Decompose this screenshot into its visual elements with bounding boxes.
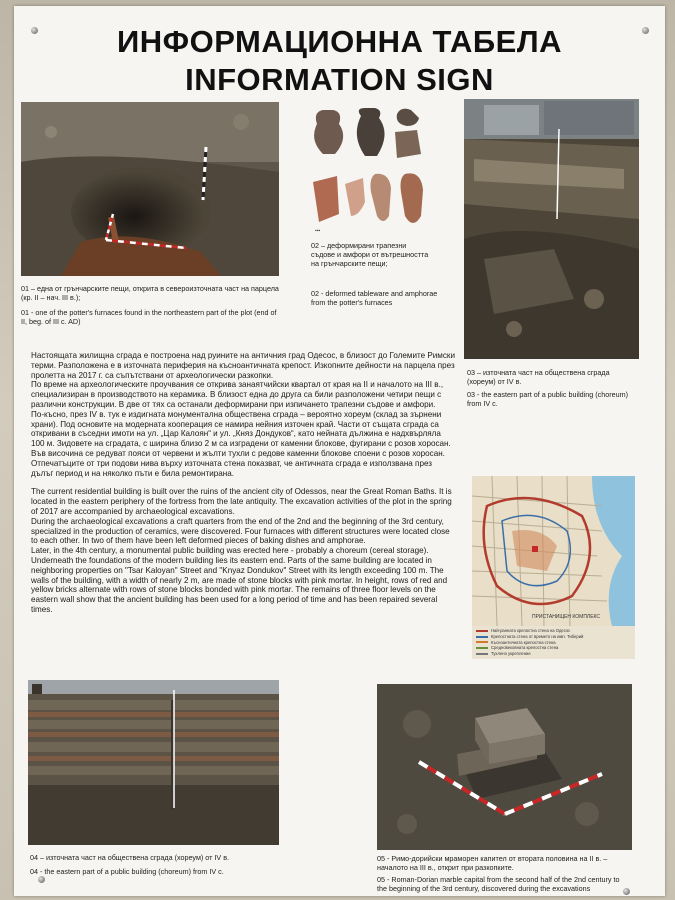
caption-05-bg: 05 - Римо-дорийски мраморен капител от втората половина на II в. – началото на III в., открит при разкопките. [377,854,608,872]
map-title: ПРИСТАНИЩЕН КОМПЛЕКС [532,614,601,620]
caption-02-en: 02 - deformed tableware and amphorae from the potter's furnaces [311,289,438,307]
caption-01-en: 01 - one of the potter's furnaces found in the northeastern part of the plot (end of II, beg. of III c. AD) [21,308,277,326]
map-odessos [472,476,635,659]
legend-item: Крепостната стена от времето на имп. Тиберий [476,634,631,640]
caption-04-en: 04 - the eastern part of a public building (choreum) from IV c. [30,867,224,876]
paragraph-bg-2: По време на археологическите проучвания се открива занаятчийски квартал от края на II и началото на III в., специализиран в производството на керамика. В близост една до друга са били разположени четири пещи с различни конструкции. В две от тях са останали деформирани при изпичането трапезни съдове и амфори. [31,380,444,409]
photo-marble-capital [377,684,632,850]
map-legend [476,628,631,657]
photo-pottery [309,104,457,236]
paragraph-bg-1: Настоящата жилищна сграда е построена над руините на античния град Одесос, в близост до Големите Римски терми. Разположена е в източната периферия на късноантичната крепост. Изкопните дейности на парцела през пролетта на 2017 г. са съпътствани от археологически разкопки. [31,351,455,380]
information-board [14,6,665,896]
caption-04-bg: 04 – източната част на обществена сграда (хореум) от IV в. [30,853,230,862]
body-text [31,351,456,615]
photo-choreum-wall [28,680,279,845]
title-english: INFORMATION SIGN [185,62,494,97]
title-bulgarian: ИНФОРМАЦИОННА ТАБЕЛА [117,24,562,59]
svg-text:▪▪▪: ▪▪▪ [315,228,321,234]
paragraph-en-2: During the archaeological excavations a craft quarters from the end of the 2nd and the beginning of the 3rd century, specialized in the production of ceramics, were discovered. Four furnaces with different structures were located close to each other. In two of them have been left deformed pieces of baking dishes and amphorae. [31,516,450,546]
caption-03-en: 03 - the eastern part of a public building (choreum) from IV c. [467,390,629,408]
legend-item: Късноантичната крепостна стена [476,640,631,646]
legend-item: Тухлено укрепление [476,651,631,657]
legend-item: Най-ранната крепостна стена на Одесос [476,628,631,634]
paragraph-en-1: The current residential building is built over the ruins of the ancient city of Odessos, near the Great Roman Baths. It is located in the eastern periphery of the fortress from the late antiquity. The excavation activities of the plot in the spring of 2017 are accompanied by archaeological excavations. [31,487,452,516]
screw-icon [38,876,45,883]
caption-03-bg: 03 – източната част на обществена сграда (хореум) от IV в. [467,368,610,386]
caption-05-en: 05 - Roman-Dorian marble capital from the second half of the 2nd century to the beginning of the 3rd century, discovered during the excavations [377,875,620,893]
legend-item: Средновековната крепостна стена [476,645,631,651]
paragraph-en-3: Later, in the 4th century, a monumental public building was erected here - probably a choreum (cereal storage). Underneath the foundations of the modern building lies its eastern end. Parts of the same building are located in neighboring properties on "Tsar Kaloyan" Street and "Knyaz Dondukov" Street with its length exceeding 100 m. The walls of the building, with a width of nearly 2 m, are made of stone blocks with pink mortar. In height, rows of red and yellow bricks alternate with rows of stone blocks bonded with pink mortar. The remains of three floor levels on the eastern wall show that the ancient building has been used for a long period of time and has been repaired several times. [31,546,448,614]
photo-choreum-east [464,99,639,359]
caption-01-bg: 01 – една от грънчарските пещи, открита в североизточната част на парцела (кр. II – нач. III в.); [21,284,279,302]
screw-icon [623,888,630,895]
paragraph-bg-3: По-късно, през IV в. тук е издигната монументална обществена сграда – вероятно хореум (склад за зърнени храни). Под основите на модерната кооперация се намира нейния източен край. Части от същата сграда са откривани в съседни имоти на ул. „Цар Калоян“ и ул. „Княз Дондуков“, като нейната дължина е надхвърляла 100 м. Зидовете на сградата, с ширина близо 2 м са изградени от каменни блокове, фугирани с розов хоросан. Във височина се редуват пояси от червени и жълти тухли с редове каменни блокове споени с розов хоросан. Отпечатъците от три подови нива върху източната стена показват, че античната сграда е използвана през дълъг период и на няколко пъти е била ремонтирана. [31,409,451,478]
caption-02-bg: 02 – деформирани трапезни съдове и амфори от вътрешността на грънчарските пещи; [311,241,429,268]
photo-furnace [21,102,279,276]
